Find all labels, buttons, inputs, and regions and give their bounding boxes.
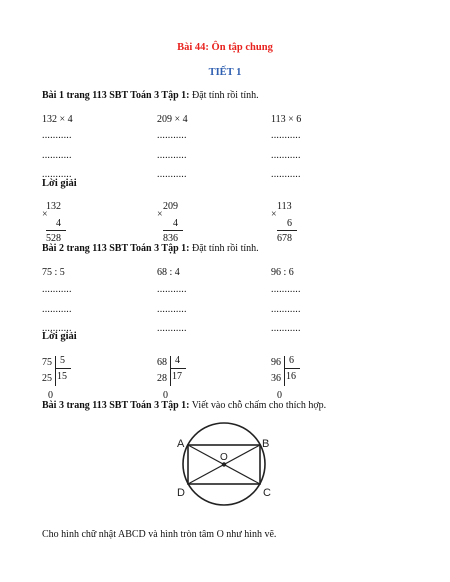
multiply-sign: × bbox=[42, 209, 48, 220]
ex2-solution-label: Lời giải bbox=[42, 331, 77, 342]
ex2-problem-3: 96 : 6 bbox=[271, 267, 294, 278]
ex1-answer-blank: ........... bbox=[271, 130, 301, 141]
exercise-2-heading bbox=[42, 244, 259, 254]
ex2-work-2 bbox=[157, 356, 197, 402]
multiplier: 4 bbox=[173, 218, 178, 229]
multiplicand: 113 bbox=[277, 201, 292, 212]
quotient: 17 bbox=[172, 371, 182, 382]
ex1-answer-blank: ........... bbox=[42, 169, 72, 180]
ex1-answer-blank: ........... bbox=[157, 169, 187, 180]
product: 678 bbox=[277, 233, 292, 244]
exercise-1-heading-text: Đặt tính rồi tính. bbox=[189, 90, 259, 101]
circle-rectangle-figure bbox=[168, 420, 284, 508]
ex1-work-3 bbox=[271, 202, 301, 242]
exercise-3-caption: Cho hình chữ nhật ABCD và hình tròn tâm O như hình vẽ. bbox=[42, 529, 277, 540]
exercise-1-heading-bold: Bài 1 trang 113 SBT Toán 3 Tập 1: bbox=[42, 90, 190, 101]
exercise-2-heading-bold: Bài 2 trang 113 SBT Toán 3 Tập 1: bbox=[42, 243, 190, 254]
ex2-answer-blank: ........... bbox=[157, 304, 187, 315]
remainder: 0 bbox=[277, 390, 282, 401]
page-title: Bài 44: Ôn tập chung bbox=[177, 42, 273, 53]
label-b: B bbox=[262, 438, 270, 450]
dividend: 75 bbox=[42, 357, 52, 368]
remainder: 0 bbox=[48, 390, 53, 401]
ex2-answer-blank: ........... bbox=[271, 284, 301, 295]
ex1-answer-blank: ........... bbox=[42, 150, 72, 161]
section-subtitle: TIẾT 1 bbox=[208, 67, 242, 78]
quotient: 16 bbox=[286, 371, 296, 382]
exercise-3-heading bbox=[42, 401, 326, 411]
divisor: 4 bbox=[175, 355, 180, 366]
label-a: A bbox=[177, 438, 185, 450]
multiplicand: 209 bbox=[163, 201, 178, 212]
exercise-2-heading-text: Đặt tính rồi tính. bbox=[189, 243, 259, 254]
partial-dividend: 28 bbox=[157, 373, 167, 384]
ex1-work-1 bbox=[42, 202, 72, 242]
ex2-answer-blank: ........... bbox=[42, 284, 72, 295]
ex1-problem-1: 132 × 4 bbox=[42, 114, 73, 125]
ex1-answer-blank: ........... bbox=[271, 150, 301, 161]
ex2-answer-blank: ........... bbox=[157, 323, 187, 334]
ex1-answer-blank: ........... bbox=[42, 130, 72, 141]
divisor: 5 bbox=[60, 355, 65, 366]
multiply-sign: × bbox=[157, 209, 163, 220]
ex1-solution-label: Lời giải bbox=[42, 178, 77, 189]
multiplier: 6 bbox=[287, 218, 292, 229]
label-d: D bbox=[177, 487, 185, 499]
ex2-problem-2: 68 : 4 bbox=[157, 267, 180, 278]
exercise-3-heading-text: Viết vào chỗ chấm cho thích hợp. bbox=[189, 400, 327, 411]
ex2-work-3 bbox=[271, 356, 311, 402]
ex1-problem-2: 209 × 4 bbox=[157, 114, 188, 125]
label-o: O bbox=[220, 452, 228, 463]
multiplicand: 132 bbox=[46, 201, 61, 212]
dividend: 68 bbox=[157, 357, 167, 368]
ex1-problem-3: 113 × 6 bbox=[271, 114, 302, 125]
remainder: 0 bbox=[163, 390, 168, 401]
ex2-answer-blank: ........... bbox=[42, 304, 72, 315]
partial-dividend: 36 bbox=[271, 373, 281, 384]
ex2-work-1 bbox=[42, 356, 82, 402]
product: 528 bbox=[46, 233, 61, 244]
ex1-answer-blank: ........... bbox=[157, 150, 187, 161]
label-c: C bbox=[263, 487, 271, 499]
ex2-answer-blank: ........... bbox=[271, 323, 301, 334]
quotient: 15 bbox=[57, 371, 67, 382]
ex2-answer-blank: ........... bbox=[271, 304, 301, 315]
ex2-answer-blank: ........... bbox=[42, 323, 72, 334]
dividend: 96 bbox=[271, 357, 281, 368]
exercise-3-heading-bold: Bài 3 trang 113 SBT Toán 3 Tập 1: bbox=[42, 400, 190, 411]
exercise-1-heading bbox=[42, 91, 259, 101]
ex1-answer-blank: ........... bbox=[157, 130, 187, 141]
product: 836 bbox=[163, 233, 178, 244]
ex1-work-2 bbox=[157, 202, 187, 242]
ex2-problem-1: 75 : 5 bbox=[42, 267, 65, 278]
ex2-answer-blank: ........... bbox=[157, 284, 187, 295]
multiply-sign: × bbox=[271, 209, 277, 220]
ex1-answer-blank: ........... bbox=[271, 169, 301, 180]
multiplier: 4 bbox=[56, 218, 61, 229]
partial-dividend: 25 bbox=[42, 373, 52, 384]
divisor: 6 bbox=[289, 355, 294, 366]
